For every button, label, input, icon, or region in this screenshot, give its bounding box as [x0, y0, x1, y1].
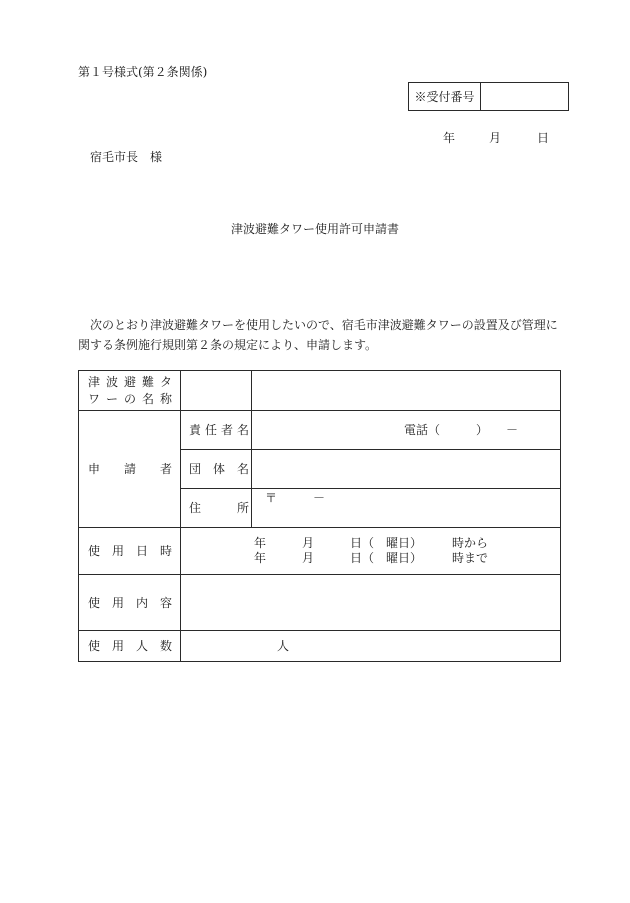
postal-code-label: 〒 － — [265, 491, 326, 505]
label-char: 任 — [204, 423, 217, 437]
label-char: 名 — [236, 462, 249, 476]
document-title: 津波避難タワー使用許可申請書 — [230, 222, 399, 236]
label-char: 住 — [189, 501, 202, 515]
application-table — [78, 370, 561, 662]
label-char: 津 — [88, 374, 101, 389]
group-name-label — [189, 462, 249, 476]
label-char: 称 — [159, 391, 172, 406]
label-char: 波 — [105, 374, 118, 389]
tower-name-field — [252, 371, 561, 411]
date-day-label: 日 — [537, 131, 550, 145]
label-char: 団 — [189, 462, 202, 476]
receipt-number-label: ※受付番号 — [409, 83, 481, 111]
representative-field — [252, 411, 561, 450]
form-number: 第１号様式(第２条関係) — [78, 65, 208, 79]
label-char: の — [123, 391, 136, 406]
label-char: 使 — [88, 595, 101, 610]
label-char: 体 — [212, 462, 225, 476]
label-char: 数 — [159, 639, 172, 653]
receipt-number-row — [409, 83, 569, 111]
receipt-number-box — [408, 82, 569, 111]
label-char: 内 — [135, 595, 148, 610]
headcount-field — [181, 631, 561, 662]
label-char: 用 — [111, 544, 124, 558]
label-char: 者 — [159, 462, 172, 476]
group-name-label-cell — [181, 450, 252, 489]
label-char: 請 — [123, 462, 136, 476]
label-char: 難 — [141, 374, 154, 389]
usage-start-line: 年 月 日（ 曜日） 時から — [254, 536, 489, 550]
label-char: 容 — [159, 595, 172, 610]
usage-datetime-row — [79, 528, 561, 575]
date-month-label: 月 — [489, 131, 502, 145]
usage-content-field — [181, 575, 561, 631]
tower-name-label-line-2 — [88, 391, 172, 408]
application-statement: 次のとおり津波避難タワーを使用したいので、宿毛市津波避難タワーの設置及び管理に関する条例施行規則第２条の規定により、申請します。 — [78, 318, 558, 352]
label-char: ワ — [88, 391, 101, 406]
headcount-label — [88, 639, 172, 653]
label-char: 者 — [220, 423, 233, 437]
usage-datetime-label-cell — [79, 528, 181, 575]
representative-row — [79, 411, 561, 450]
label-char: 申 — [88, 462, 101, 476]
applicant-label-cell — [79, 411, 181, 528]
address-field — [252, 489, 561, 528]
label-char: 使 — [88, 544, 101, 558]
applicant-label — [88, 462, 172, 476]
address-label-cell — [181, 489, 252, 528]
label-char: ー — [105, 391, 118, 406]
usage-datetime-field — [181, 528, 561, 575]
usage-content-label-cell — [79, 575, 181, 631]
addressee: 宿毛市長 様 — [90, 150, 163, 164]
phone-label: 電話（ ） － — [404, 423, 519, 437]
label-char: 用 — [111, 595, 124, 610]
headcount-row — [79, 631, 561, 662]
label-char: 人 — [135, 639, 148, 653]
tower-name-row — [79, 371, 561, 411]
label-char: タ — [159, 374, 172, 389]
representative-label — [189, 423, 249, 437]
label-char: 名 — [236, 423, 249, 437]
usage-datetime-label — [88, 544, 172, 558]
usage-content-label — [88, 596, 172, 610]
label-char: 所 — [236, 501, 249, 515]
label-char: 避 — [123, 374, 136, 389]
label-char: 名 — [141, 391, 154, 406]
address-label — [189, 501, 249, 515]
tower-name-label — [79, 371, 181, 411]
label-char: 使 — [88, 639, 101, 653]
group-name-field — [252, 450, 561, 489]
headcount-unit: 人 — [277, 639, 290, 653]
label-char: 日 — [135, 544, 148, 558]
label-char: 用 — [111, 639, 124, 653]
receipt-number-field — [481, 83, 569, 111]
label-char: 責 — [189, 423, 202, 437]
representative-label-cell — [181, 411, 252, 450]
date-year-label: 年 — [443, 131, 456, 145]
tower-name-label-line-1 — [88, 374, 172, 391]
usage-content-row — [79, 575, 561, 631]
headcount-label-cell — [79, 631, 181, 662]
label-char: 時 — [159, 544, 172, 558]
tower-name-sub-field — [181, 371, 252, 411]
usage-end-line: 年 月 日（ 曜日） 時まで — [254, 551, 489, 565]
